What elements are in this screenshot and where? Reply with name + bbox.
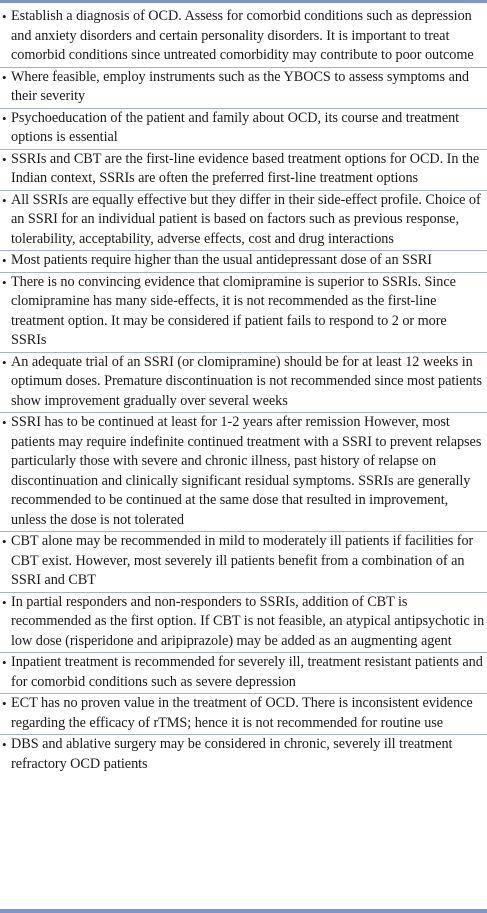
item-text: CBT alone may be recommended in mild to moderately ill patients if facilities for CBT exist. However, most severely ill patients benefit from a combination of an SSRI and CBT [11, 533, 474, 588]
item-text: In partial responders and non-responders to SSRIs, addition of CBT is recommended as the first option. If CBT is not feasible, an atypical antipsychotic in low dose (risperidone and aripiprazole) may be added as an augmenting agent [11, 593, 485, 649]
list-item [0, 413, 487, 532]
list-item [0, 593, 487, 654]
item-text: DBS and ablative surgery may be considered in chronic, severely ill treatment refractory OCD patients [11, 736, 453, 772]
list-item [0, 353, 487, 414]
list-item [0, 251, 487, 273]
bullet-icon: • [2, 737, 7, 752]
item-text: An adequate trial of an SSRI (or clomipramine) should be for at least 12 weeks in optimum doses. Premature discontinuation is not recommended since most patients show improvement gradually over several weeks [11, 353, 482, 409]
list-item [0, 653, 487, 694]
bullet-icon: • [2, 696, 7, 711]
item-text: ECT has no proven value in the treatment of OCD. There is inconsistent evidence regarding the efficacy of rTMS; hence it is not recommended for routine use [11, 695, 473, 731]
bullet-icon: • [2, 110, 7, 126]
item-text: Psychoeducation of the patient and family about OCD, its course and treatment options is essential [11, 109, 460, 145]
item-text: Where feasible, employ instruments such as the YBOCS to assess symptoms and their severity [11, 68, 469, 104]
bullet-icon: • [2, 192, 7, 208]
bullet-icon: • [2, 534, 7, 549]
item-text: SSRI has to be continued at least for 1-2 years after remission However, most patients may require indefinite continued treatment with a SSRI to prevent relapses particularly those with severe and chronic illness, past history of relapse on discontinuation and clinically significant residual symptoms. SSRIs are generally recommended to be continued at the same dose that resulted in improvement, unless the dose is not tolerated [11, 414, 482, 528]
bullet-icon: • [2, 151, 7, 167]
bullet-icon: • [2, 9, 7, 24]
list-item [0, 68, 487, 109]
bullet-icon: • [2, 274, 7, 290]
list-item [0, 735, 487, 775]
list-item [0, 532, 487, 593]
bullet-icon: • [2, 69, 7, 85]
bullet-icon: • [2, 415, 7, 430]
list-item [0, 109, 487, 150]
list-item [0, 7, 487, 68]
recommendations-list [0, 7, 487, 775]
list-item [0, 150, 487, 191]
bullet-icon: • [2, 253, 7, 268]
bullet-icon: • [2, 354, 7, 370]
item-text: All SSRIs are equally effective but they differ in their side-effect profile. Choice of an SSRI for an individual patient is based on factors such as previous response, tolerability, acceptability, adverse effects, cost and drug interactions [11, 191, 481, 247]
list-item [0, 191, 487, 252]
item-text: Most patients require higher than the usual antidepressant dose of an SSRI [11, 252, 432, 268]
list-item [0, 273, 487, 353]
item-text: Establish a diagnosis of OCD. Assess for comorbid conditions such as depression and anxiety disorders and certain personality disorders. It is important to treat comorbid conditions since untreated comorbidity may contribute to poor outcome [11, 8, 474, 63]
item-text: SSRIs and CBT are the first-line evidence based treatment options for OCD. In the Indian context, SSRIs are often the preferred first-line treatment options [11, 150, 480, 186]
list-item [0, 694, 487, 735]
item-text: There is no convincing evidence that clomipramine is superior to SSRIs. Since clomipramine has many side-effects, it is not recommended as the first-line treatment option. It may be considered if patient fails to respond to 2 or more SSRIs [11, 273, 456, 348]
bullet-icon: • [2, 655, 7, 670]
item-text: Inpatient treatment is recommended for severely ill, treatment resistant patients and for comorbid conditions such as severe depression [11, 654, 483, 690]
bullet-icon: • [2, 594, 7, 610]
